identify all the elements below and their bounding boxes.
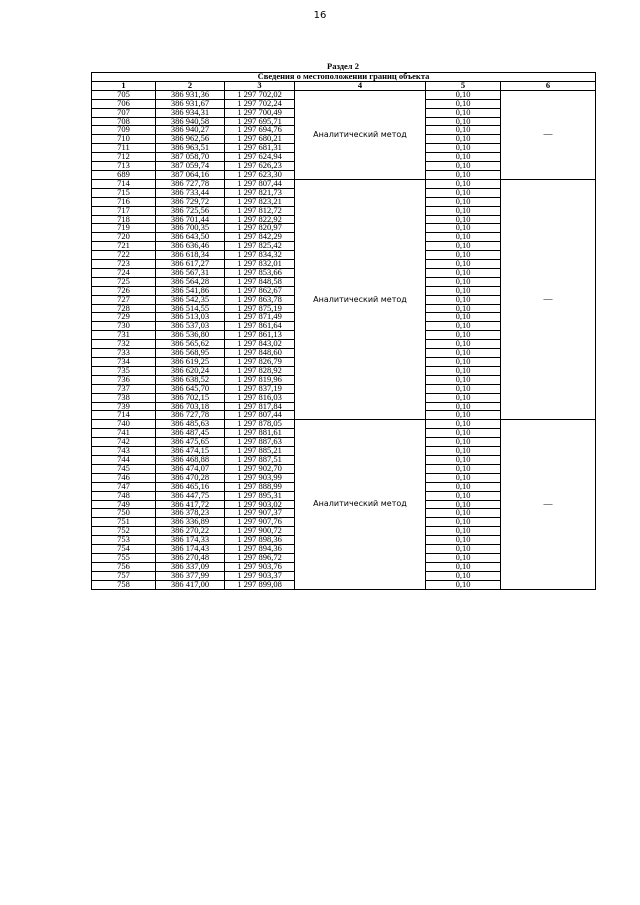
precision-cell: 0,10 <box>426 562 501 571</box>
precision-cell: 0,10 <box>426 420 501 429</box>
precision-cell: 0,10 <box>426 224 501 233</box>
precision-cell: 0,10 <box>426 304 501 313</box>
x-coordinate-cell: 386 541,86 <box>156 286 225 295</box>
point-number-cell: 725 <box>92 277 156 286</box>
method-cell: Аналитический метод <box>295 179 426 419</box>
x-coordinate-cell: 386 174,33 <box>156 536 225 545</box>
precision-cell: 0,10 <box>426 500 501 509</box>
point-number-cell: 727 <box>92 295 156 304</box>
precision-cell: 0,10 <box>426 366 501 375</box>
precision-cell: 0,10 <box>426 375 501 384</box>
x-coordinate-cell: 386 537,03 <box>156 322 225 331</box>
x-coordinate-cell: 386 567,31 <box>156 268 225 277</box>
point-number-cell: 730 <box>92 322 156 331</box>
y-coordinate-cell: 1 297 843,02 <box>225 340 295 349</box>
point-number-cell: 705 <box>92 90 156 99</box>
y-coordinate-cell: 1 297 903,02 <box>225 500 295 509</box>
precision-cell: 0,10 <box>426 411 501 420</box>
precision-cell: 0,10 <box>426 571 501 580</box>
point-number-cell: 707 <box>92 108 156 117</box>
method-cell: Аналитический метод <box>295 420 426 589</box>
point-number-cell: 755 <box>92 553 156 562</box>
precision-cell: 0,10 <box>426 162 501 171</box>
x-coordinate-cell: 386 470,28 <box>156 473 225 482</box>
x-coordinate-cell: 386 536,80 <box>156 331 225 340</box>
point-number-cell: 729 <box>92 313 156 322</box>
y-coordinate-cell: 1 297 878,05 <box>225 420 295 429</box>
y-coordinate-cell: 1 297 895,31 <box>225 491 295 500</box>
point-number-cell: 709 <box>92 126 156 135</box>
y-coordinate-cell: 1 297 871,49 <box>225 313 295 322</box>
precision-cell: 0,10 <box>426 322 501 331</box>
point-number-cell: 751 <box>92 518 156 527</box>
x-coordinate-cell: 386 729,72 <box>156 197 225 206</box>
point-number-cell: 718 <box>92 215 156 224</box>
point-number-cell: 726 <box>92 286 156 295</box>
precision-cell: 0,10 <box>426 108 501 117</box>
x-coordinate-cell: 386 620,24 <box>156 366 225 375</box>
y-coordinate-cell: 1 297 807,44 <box>225 411 295 420</box>
point-number-cell: 757 <box>92 571 156 580</box>
point-number-cell: 714 <box>92 411 156 420</box>
y-coordinate-cell: 1 297 907,76 <box>225 518 295 527</box>
x-coordinate-cell: 386 702,15 <box>156 393 225 402</box>
y-coordinate-cell: 1 297 694,76 <box>225 126 295 135</box>
y-coordinate-cell: 1 297 626,23 <box>225 162 295 171</box>
precision-cell: 0,10 <box>426 126 501 135</box>
y-coordinate-cell: 1 297 826,79 <box>225 358 295 367</box>
column-number-2: 2 <box>156 81 225 90</box>
x-coordinate-cell: 386 636,46 <box>156 242 225 251</box>
precision-cell: 0,10 <box>426 545 501 554</box>
column-6-cell: — <box>501 420 596 589</box>
precision-cell: 0,10 <box>426 206 501 215</box>
y-coordinate-cell: 1 297 820,97 <box>225 224 295 233</box>
precision-cell: 0,10 <box>426 99 501 108</box>
x-coordinate-cell: 386 733,44 <box>156 188 225 197</box>
precision-cell: 0,10 <box>426 473 501 482</box>
precision-cell: 0,10 <box>426 313 501 322</box>
point-number-cell: 747 <box>92 482 156 491</box>
precision-cell: 0,10 <box>426 144 501 153</box>
column-number-3: 3 <box>225 81 295 90</box>
point-number-cell: 746 <box>92 473 156 482</box>
point-number-cell: 737 <box>92 384 156 393</box>
x-coordinate-cell: 386 270,48 <box>156 553 225 562</box>
point-number-cell: 711 <box>92 144 156 153</box>
y-coordinate-cell: 1 297 907,37 <box>225 509 295 518</box>
table-title-row <box>92 73 596 82</box>
point-number-cell: 743 <box>92 447 156 456</box>
point-number-cell: 714 <box>92 179 156 188</box>
column-number-6: 6 <box>501 81 596 90</box>
x-coordinate-cell: 386 270,22 <box>156 527 225 536</box>
y-coordinate-cell: 1 297 899,08 <box>225 580 295 589</box>
precision-cell: 0,10 <box>426 215 501 224</box>
x-coordinate-cell: 386 564,28 <box>156 277 225 286</box>
y-coordinate-cell: 1 297 887,51 <box>225 455 295 464</box>
y-coordinate-cell: 1 297 896,72 <box>225 553 295 562</box>
precision-cell: 0,10 <box>426 170 501 179</box>
x-coordinate-cell: 386 417,72 <box>156 500 225 509</box>
boundary-coordinates-table <box>91 72 596 590</box>
x-coordinate-cell: 386 643,50 <box>156 233 225 242</box>
x-coordinate-cell: 386 174,43 <box>156 545 225 554</box>
point-number-cell: 739 <box>92 402 156 411</box>
precision-cell: 0,10 <box>426 197 501 206</box>
table-row <box>92 179 596 188</box>
x-coordinate-cell: 386 962,56 <box>156 135 225 144</box>
x-coordinate-cell: 386 701,44 <box>156 215 225 224</box>
point-number-cell: 750 <box>92 509 156 518</box>
x-coordinate-cell: 386 645,70 <box>156 384 225 393</box>
precision-cell: 0,10 <box>426 553 501 562</box>
precision-cell: 0,10 <box>426 277 501 286</box>
point-number-cell: 723 <box>92 260 156 269</box>
x-coordinate-cell: 386 337,09 <box>156 562 225 571</box>
point-number-cell: 738 <box>92 393 156 402</box>
y-coordinate-cell: 1 297 828,92 <box>225 366 295 375</box>
x-coordinate-cell: 386 447,75 <box>156 491 225 500</box>
precision-cell: 0,10 <box>426 179 501 188</box>
precision-cell: 0,10 <box>426 268 501 277</box>
point-number-cell: 749 <box>92 500 156 509</box>
y-coordinate-cell: 1 297 885,21 <box>225 447 295 456</box>
y-coordinate-cell: 1 297 700,49 <box>225 108 295 117</box>
x-coordinate-cell: 386 727,78 <box>156 179 225 188</box>
y-coordinate-cell: 1 297 903,37 <box>225 571 295 580</box>
point-number-cell: 748 <box>92 491 156 500</box>
table-row <box>92 420 596 429</box>
x-coordinate-cell: 386 931,36 <box>156 90 225 99</box>
y-coordinate-cell: 1 297 898,36 <box>225 536 295 545</box>
y-coordinate-cell: 1 297 812,72 <box>225 206 295 215</box>
y-coordinate-cell: 1 297 903,76 <box>225 562 295 571</box>
y-coordinate-cell: 1 297 695,71 <box>225 117 295 126</box>
x-coordinate-cell: 387 059,74 <box>156 162 225 171</box>
point-number-cell: 713 <box>92 162 156 171</box>
column-number-row <box>92 81 596 90</box>
point-number-cell: 731 <box>92 331 156 340</box>
x-coordinate-cell: 386 617,27 <box>156 260 225 269</box>
page-number: 16 <box>313 10 327 21</box>
y-coordinate-cell: 1 297 842,29 <box>225 233 295 242</box>
precision-cell: 0,10 <box>426 429 501 438</box>
point-number-cell: 717 <box>92 206 156 215</box>
x-coordinate-cell: 386 475,65 <box>156 438 225 447</box>
x-coordinate-cell: 386 377,99 <box>156 571 225 580</box>
point-number-cell: 752 <box>92 527 156 536</box>
x-coordinate-cell: 386 336,89 <box>156 518 225 527</box>
precision-cell: 0,10 <box>426 447 501 456</box>
x-coordinate-cell: 386 513,03 <box>156 313 225 322</box>
x-coordinate-cell: 386 940,58 <box>156 117 225 126</box>
point-number-cell: 728 <box>92 304 156 313</box>
y-coordinate-cell: 1 297 834,32 <box>225 251 295 260</box>
point-number-cell: 720 <box>92 233 156 242</box>
precision-cell: 0,10 <box>426 393 501 402</box>
x-coordinate-cell: 387 064,16 <box>156 170 225 179</box>
y-coordinate-cell: 1 297 832,01 <box>225 260 295 269</box>
point-number-cell: 742 <box>92 438 156 447</box>
y-coordinate-cell: 1 297 902,70 <box>225 464 295 473</box>
point-number-cell: 756 <box>92 562 156 571</box>
y-coordinate-cell: 1 297 888,99 <box>225 482 295 491</box>
y-coordinate-cell: 1 297 863,78 <box>225 295 295 304</box>
y-coordinate-cell: 1 297 875,19 <box>225 304 295 313</box>
x-coordinate-cell: 386 474,15 <box>156 447 225 456</box>
precision-cell: 0,10 <box>426 331 501 340</box>
column-6-cell: — <box>501 90 596 179</box>
y-coordinate-cell: 1 297 848,58 <box>225 277 295 286</box>
precision-cell: 0,10 <box>426 464 501 473</box>
precision-cell: 0,10 <box>426 509 501 518</box>
point-number-cell: 710 <box>92 135 156 144</box>
x-coordinate-cell: 386 465,16 <box>156 482 225 491</box>
point-number-cell: 733 <box>92 349 156 358</box>
x-coordinate-cell: 386 565,62 <box>156 340 225 349</box>
column-6-cell: — <box>501 179 596 419</box>
x-coordinate-cell: 386 727,78 <box>156 411 225 420</box>
precision-cell: 0,10 <box>426 295 501 304</box>
point-number-cell: 724 <box>92 268 156 277</box>
precision-cell: 0,10 <box>426 153 501 162</box>
y-coordinate-cell: 1 297 821,73 <box>225 188 295 197</box>
precision-cell: 0,10 <box>426 260 501 269</box>
y-coordinate-cell: 1 297 881,61 <box>225 429 295 438</box>
y-coordinate-cell: 1 297 825,42 <box>225 242 295 251</box>
x-coordinate-cell: 386 468,88 <box>156 455 225 464</box>
point-number-cell: 689 <box>92 170 156 179</box>
point-number-cell: 736 <box>92 375 156 384</box>
x-coordinate-cell: 386 703,18 <box>156 402 225 411</box>
point-number-cell: 716 <box>92 197 156 206</box>
point-number-cell: 754 <box>92 545 156 554</box>
point-number-cell: 740 <box>92 420 156 429</box>
x-coordinate-cell: 386 638,52 <box>156 375 225 384</box>
table-title: Сведения о местоположении границ объекта <box>92 73 596 82</box>
precision-cell: 0,10 <box>426 242 501 251</box>
x-coordinate-cell: 386 485,63 <box>156 420 225 429</box>
y-coordinate-cell: 1 297 861,13 <box>225 331 295 340</box>
precision-cell: 0,10 <box>426 90 501 99</box>
x-coordinate-cell: 386 619,25 <box>156 358 225 367</box>
y-coordinate-cell: 1 297 853,66 <box>225 268 295 277</box>
precision-cell: 0,10 <box>426 117 501 126</box>
x-coordinate-cell: 387 058,70 <box>156 153 225 162</box>
y-coordinate-cell: 1 297 822,92 <box>225 215 295 224</box>
point-number-cell: 735 <box>92 366 156 375</box>
precision-cell: 0,10 <box>426 135 501 144</box>
y-coordinate-cell: 1 297 681,31 <box>225 144 295 153</box>
y-coordinate-cell: 1 297 903,99 <box>225 473 295 482</box>
y-coordinate-cell: 1 297 819,96 <box>225 375 295 384</box>
x-coordinate-cell: 386 618,34 <box>156 251 225 260</box>
x-coordinate-cell: 386 487,45 <box>156 429 225 438</box>
precision-cell: 0,10 <box>426 340 501 349</box>
precision-cell: 0,10 <box>426 286 501 295</box>
y-coordinate-cell: 1 297 702,02 <box>225 90 295 99</box>
precision-cell: 0,10 <box>426 349 501 358</box>
y-coordinate-cell: 1 297 624,94 <box>225 153 295 162</box>
point-number-cell: 734 <box>92 358 156 367</box>
x-coordinate-cell: 386 542,35 <box>156 295 225 304</box>
point-number-cell: 758 <box>92 580 156 589</box>
x-coordinate-cell: 386 934,31 <box>156 108 225 117</box>
precision-cell: 0,10 <box>426 233 501 242</box>
point-number-cell: 741 <box>92 429 156 438</box>
precision-cell: 0,10 <box>426 251 501 260</box>
y-coordinate-cell: 1 297 817,84 <box>225 402 295 411</box>
y-coordinate-cell: 1 297 702,24 <box>225 99 295 108</box>
x-coordinate-cell: 386 963,51 <box>156 144 225 153</box>
point-number-cell: 719 <box>92 224 156 233</box>
x-coordinate-cell: 386 417,00 <box>156 580 225 589</box>
y-coordinate-cell: 1 297 861,64 <box>225 322 295 331</box>
point-number-cell: 744 <box>92 455 156 464</box>
x-coordinate-cell: 386 940,27 <box>156 126 225 135</box>
y-coordinate-cell: 1 297 862,67 <box>225 286 295 295</box>
y-coordinate-cell: 1 297 894,36 <box>225 545 295 554</box>
x-coordinate-cell: 386 378,23 <box>156 509 225 518</box>
table-row <box>92 90 596 99</box>
y-coordinate-cell: 1 297 837,19 <box>225 384 295 393</box>
precision-cell: 0,10 <box>426 536 501 545</box>
y-coordinate-cell: 1 297 823,21 <box>225 197 295 206</box>
y-coordinate-cell: 1 297 887,63 <box>225 438 295 447</box>
point-number-cell: 722 <box>92 251 156 260</box>
point-number-cell: 715 <box>92 188 156 197</box>
y-coordinate-cell: 1 297 680,21 <box>225 135 295 144</box>
y-coordinate-cell: 1 297 807,44 <box>225 179 295 188</box>
x-coordinate-cell: 386 700,35 <box>156 224 225 233</box>
x-coordinate-cell: 386 931,67 <box>156 99 225 108</box>
point-number-cell: 745 <box>92 464 156 473</box>
precision-cell: 0,10 <box>426 188 501 197</box>
precision-cell: 0,10 <box>426 482 501 491</box>
point-number-cell: 753 <box>92 536 156 545</box>
precision-cell: 0,10 <box>426 438 501 447</box>
precision-cell: 0,10 <box>426 580 501 589</box>
column-number-1: 1 <box>92 81 156 90</box>
table-body <box>92 90 596 589</box>
precision-cell: 0,10 <box>426 358 501 367</box>
precision-cell: 0,10 <box>426 402 501 411</box>
column-number-4: 4 <box>295 81 426 90</box>
y-coordinate-cell: 1 297 848,60 <box>225 349 295 358</box>
x-coordinate-cell: 386 725,56 <box>156 206 225 215</box>
method-cell: Аналитический метод <box>295 90 426 179</box>
point-number-cell: 721 <box>92 242 156 251</box>
precision-cell: 0,10 <box>426 491 501 500</box>
point-number-cell: 706 <box>92 99 156 108</box>
precision-cell: 0,10 <box>426 527 501 536</box>
x-coordinate-cell: 386 514,55 <box>156 304 225 313</box>
column-number-5: 5 <box>426 81 501 90</box>
precision-cell: 0,10 <box>426 455 501 464</box>
y-coordinate-cell: 1 297 816,03 <box>225 393 295 402</box>
precision-cell: 0,10 <box>426 518 501 527</box>
point-number-cell: 712 <box>92 153 156 162</box>
section-title: Раздел 2 <box>327 61 359 71</box>
y-coordinate-cell: 1 297 900,72 <box>225 527 295 536</box>
point-number-cell: 708 <box>92 117 156 126</box>
point-number-cell: 732 <box>92 340 156 349</box>
precision-cell: 0,10 <box>426 384 501 393</box>
y-coordinate-cell: 1 297 623,30 <box>225 170 295 179</box>
x-coordinate-cell: 386 568,95 <box>156 349 225 358</box>
x-coordinate-cell: 386 474,07 <box>156 464 225 473</box>
